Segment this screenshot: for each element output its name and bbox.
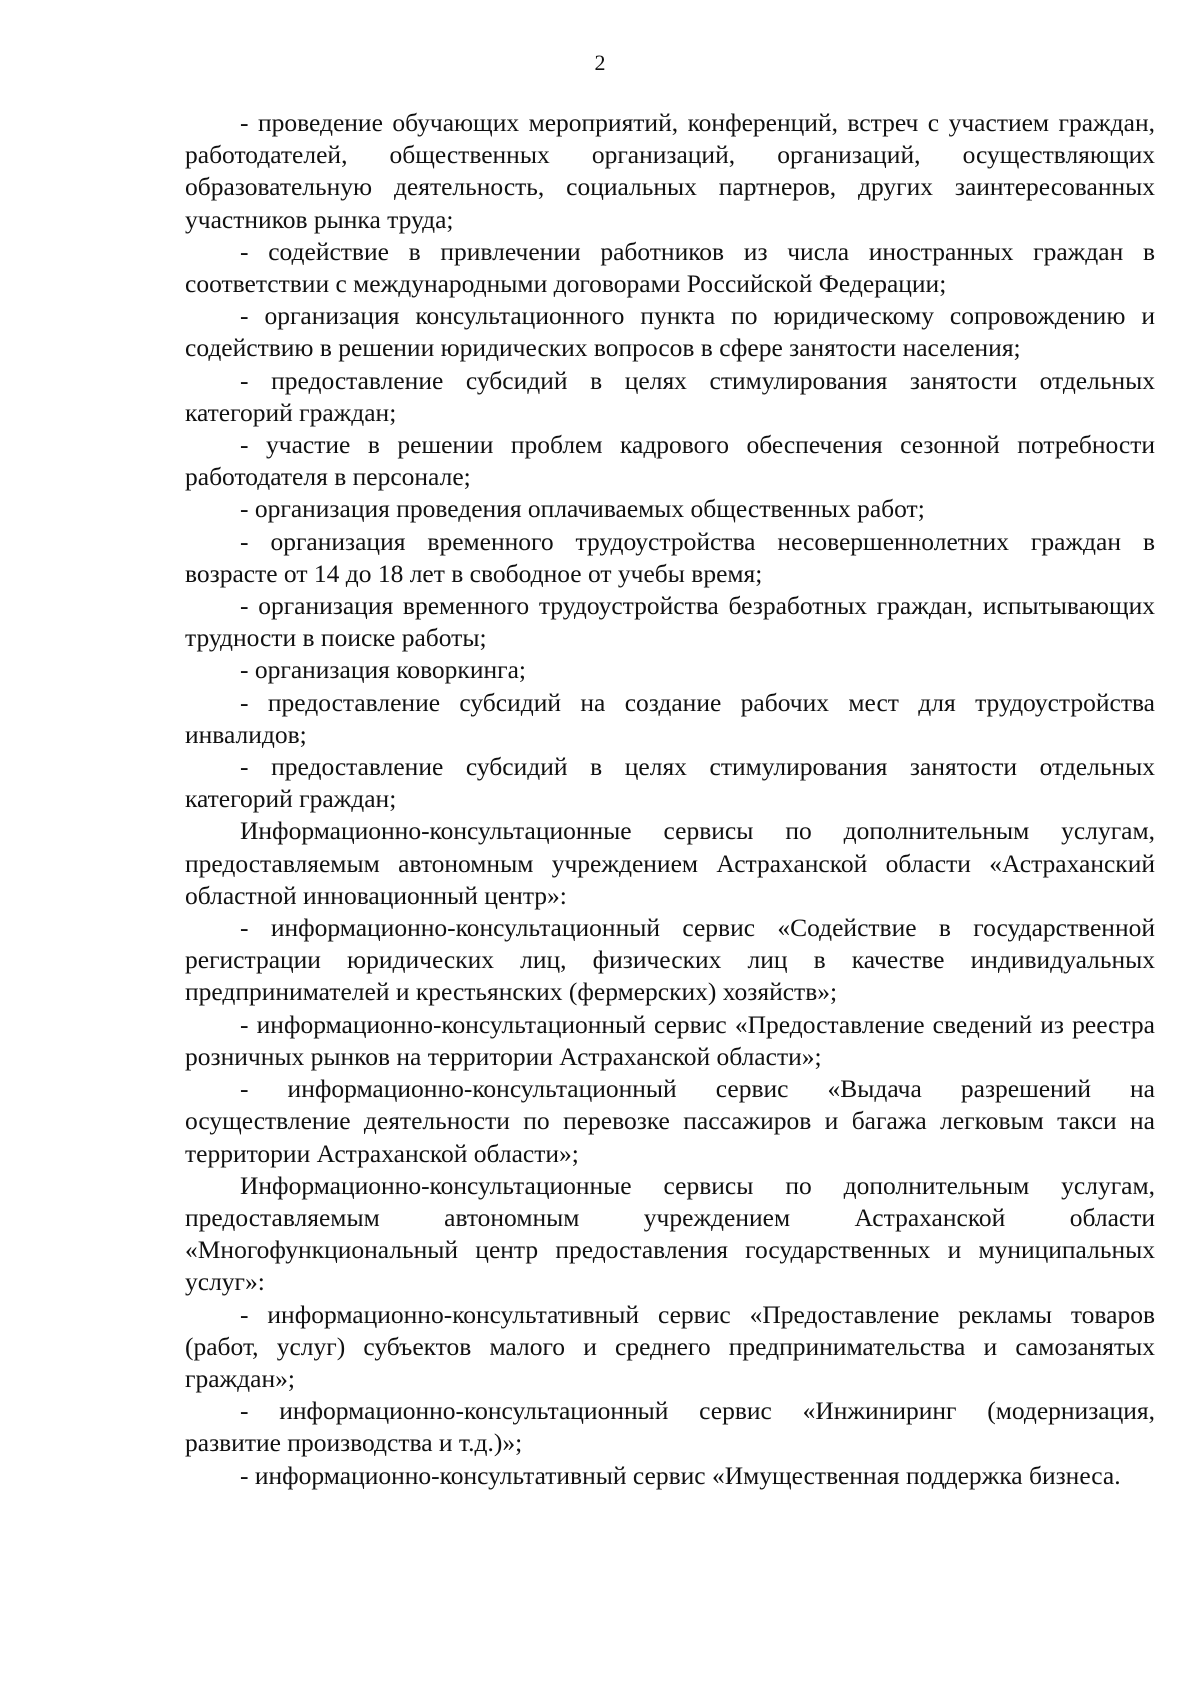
paragraph: - информационно-консультативный сервис «Имущественная поддержка бизнеса. (240, 1460, 1121, 1490)
document-body (185, 107, 1155, 1492)
paragraph: - организация временного трудоустройства безработных граждан, испытывающих трудности в поиске работы; (185, 591, 1155, 653)
paragraph: - информационно-консультационный сервис «Выдача разрешений на осуществление деятельности по перевозке пассажиров и багажа легковым такси на территории Астраханской области»; (185, 1074, 1155, 1168)
paragraph: - участие в решении проблем кадрового обеспечения сезонной потребности работодателя в персонале; (185, 430, 1155, 492)
paragraph: - информационно-консультационный сервис «Содействие в государственной регистрации юридических лиц, физических лиц в качестве индивидуальных предпринимателей и крестьянских (фермерских) хозяйств»; (185, 913, 1155, 1007)
paragraph: - проведение обучающих мероприятий, конференций, встреч с участием граждан, работодателей, общественных организаций, организаций, осуществляющих образовательную деятельность, социальных партнеров, других заинтересованных участников рынка труда; (185, 108, 1155, 234)
paragraph: - предоставление субсидий на создание рабочих мест для трудоустройства инвалидов; (185, 687, 1155, 749)
paragraph: - организация временного трудоустройства несовершеннолетних граждан в возрасте от 14 до 18 лет в свободное от учебы время; (185, 526, 1155, 588)
paragraph: - организация консультационного пункта по юридическому сопровождению и содействию в решении юридических вопросов в сфере занятости населения; (185, 301, 1155, 363)
paragraph: - организация коворкинга; (240, 655, 526, 685)
page-number: 2 (594, 50, 606, 75)
paragraph: - информационно-консультационный сервис «Предоставление сведений из реестра розничных рынков на территории Астраханской области»; (185, 1009, 1155, 1071)
paragraph: - предоставление субсидий в целях стимулирования занятости отдельных категорий граждан; (185, 365, 1155, 427)
paragraph: - информационно-консультативный сервис «Предоставление рекламы товаров (работ, услуг) субъектов малого и среднего предпринимательства и самозанятых граждан»; (185, 1299, 1155, 1393)
paragraph: - информационно-консультационный сервис «Инжиниринг (модернизация, развитие производства и т.д.)»; (185, 1396, 1155, 1458)
paragraph: - предоставление субсидий в целях стимулирования занятости отдельных категорий граждан; (185, 752, 1155, 814)
section-heading-paragraph: Информационно-консультационные сервисы по дополнительным услугам, предоставляемым автономным учреждением Астраханской области «Многофункциональный центр предоставления государственных и муниципальных услуг»: (185, 1170, 1155, 1297)
paragraph: - содействие в привлечении работников из числа иностранных граждан в соответствии с международными договорами Российской Федерации; (185, 236, 1155, 299)
section-heading-paragraph: Информационно-консультационные сервисы по дополнительным услугам, предоставляемым автономным учреждением Астраханской области «Астраханский областной инновационный центр»: (185, 816, 1155, 910)
paragraph: - организация проведения оплачиваемых общественных работ; (240, 494, 925, 524)
